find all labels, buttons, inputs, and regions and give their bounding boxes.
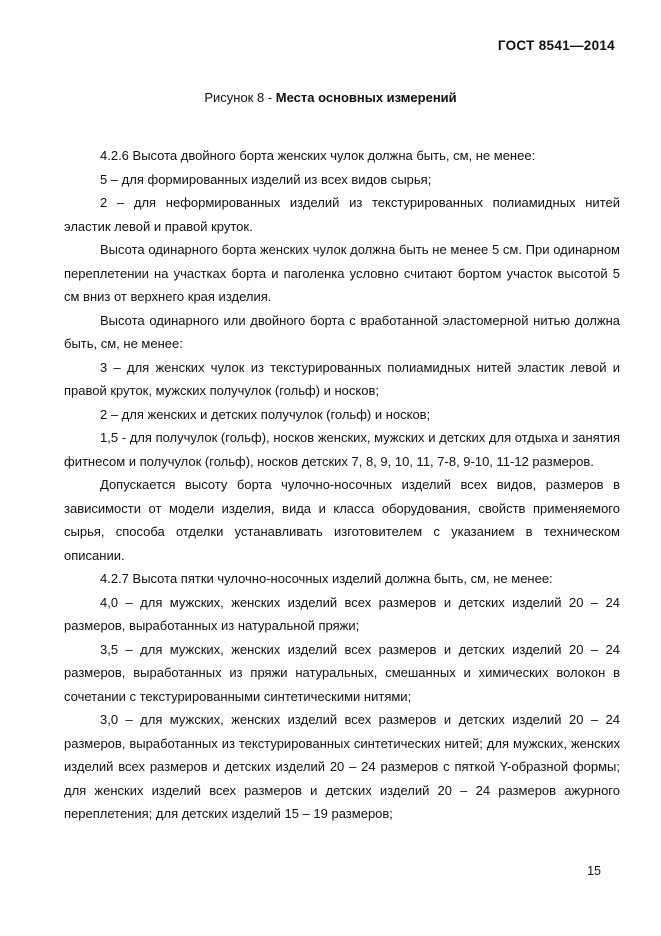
paragraph: Допускается высоту борта чулочно-носочных изделий всех видов, размеров в зависимости от модели изделия, вида и класса оборудования, свойств применяемого сырья, способа отделки устанавливать изготовителем с указанием в техническом описании. [64,477,620,563]
body-text [64,144,620,826]
caption-prefix: Рисунок 8 - [204,90,276,105]
paragraph: 4.2.7 Высота пятки чулочно-носочных изделий должна быть, см, не менее: [100,571,553,586]
paragraph: 3,0 – для мужских, женских изделий всех размеров и детских изделий 20 – 24 размеров, выработанных из текстурированных синтетических нитей; для мужских, женских изделий всех размеров и детских изделий 20 – 24 размеров с пяткой Y-образной формы; для женских изделий всех размеров и детских изделий 20 – 24 размеров ажурного переплетения; для детских изделий 15 – 19 размеров; [64,712,620,821]
paragraph: 2 – для неформированных изделий из текстурированных полиамидных нитей эластик левой и правой круток. [64,195,620,234]
paragraph: Высота одинарного борта женских чулок должна быть не менее 5 см. При одинарном переплетении на участках борта и паголенка условно считают бортом участок высотой 5 см вниз от верхнего края изделия. [64,242,620,304]
document-header: ГОСТ 8541—2014 [497,38,615,53]
page-number: 15 [587,864,601,878]
paragraph: 3 – для женских чулок из текстурированных полиамидных нитей эластик левой и правой круток, мужских получулок (гольф) и носков; [64,359,620,398]
paragraph: 4.2.6 Высота двойного борта женских чулок должна быть, см, не менее: [100,148,536,163]
paragraph: 2 – для женских и детских получулок (гольф) и носков; [100,406,431,422]
paragraph: 1,5 - для получулок (гольф), носков женских, мужских и детских для отдыха и занятия фитнесом и получулок (гольф), носков детских 7, 8, 9, 10, 11, 7-8, 9-10, 11-12 размеров. [64,430,620,469]
paragraph: 5 – для формированных изделий из всех видов сырья; [100,171,432,187]
paragraph: 3,5 – для мужских, женских изделий всех размеров и детских изделий 20 – 24 размеров, выработанных из пряжи натуральных, смешанных и химических волокон в сочетании с текстурированными синтетическими нитями; [64,641,620,704]
paragraph: Высота одинарного или двойного борта с вработанной эластомерной нитью должна быть, см, не менее: [64,312,620,351]
paragraph: 4,0 – для мужских, женских изделий всех размеров и детских изделий 20 – 24 размеров, выработанных из натуральной пряжи; [64,594,620,633]
figure-caption [0,90,661,105]
caption-title: Места основных измерений [275,90,457,105]
